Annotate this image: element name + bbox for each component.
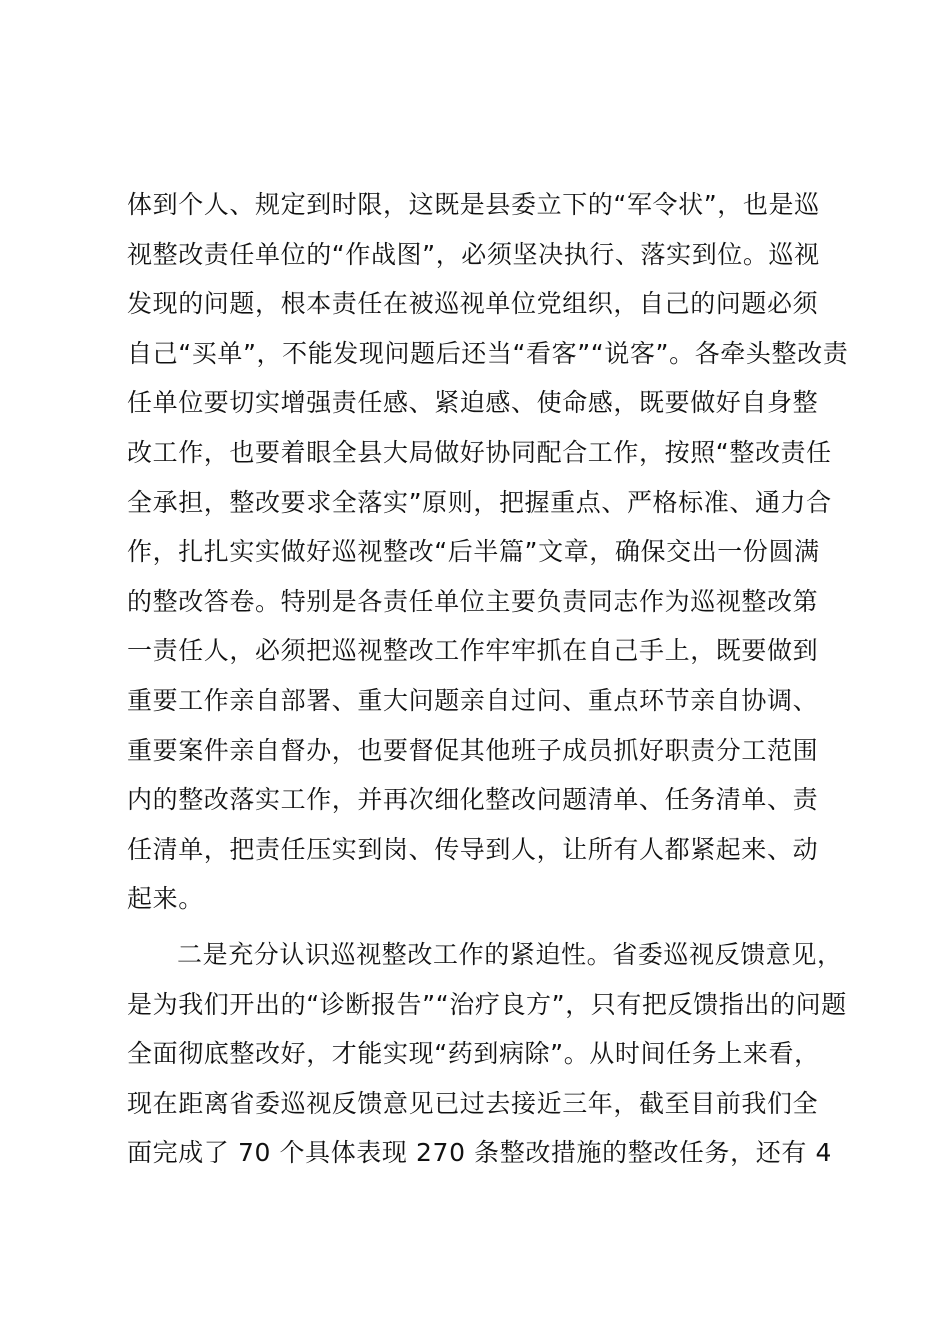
paragraph-line: 二是充分认识巡视整改工作的紧迫性。省委巡视反馈意见， [177,939,843,969]
paragraph-line: 面完成了 70 个具体表现 270 条整改措施的整改任务，还有 4 [127,1138,832,1168]
paragraph-line: 现在距离省委巡视反馈意见已过去接近三年，截至目前我们全 [127,1088,819,1118]
paragraph-line: 重要案件亲自督办，也要督促其他班子成员抓好职责分工范围 [127,735,819,765]
paragraph-line: 内的整改落实工作，并再次细化整改问题清单、任务清单、责 [127,785,819,815]
paragraph-2 [127,930,867,1178]
paragraph-line: 发现的问题，根本责任在被巡视单位党组织，自己的问题必须 [127,289,819,319]
paragraph-line: 全承担，整改要求全落实”原则，把握重点、严格标准、通力合 [127,487,832,517]
paragraph-line: 作，扎扎实实做好巡视整改“后半篇”文章，确保交出一份圆满 [127,537,820,567]
paragraph-line: 任清单，把责任压实到岗、传导到人，让所有人都紧起来、动 [127,834,819,864]
paragraph-line: 任单位要切实增强责任感、紧迫感、使命感，既要做好自身整 [127,388,819,418]
paragraph-line: 体到个人、规定到时限，这既是县委立下的“军令状”，也是巡 [127,190,820,219]
paragraph-line: 的整改答卷。特别是各责任单位主要负责同志作为巡视整改第 [127,586,819,616]
paragraph-line: 起来。 [127,884,204,914]
paragraph-line: 改工作，也要着眼全县大局做好协同配合工作，按照“整改责任 [127,437,832,467]
paragraph-line: 一责任人，必须把巡视整改工作牢牢抓在自己手上，既要做到 [127,636,819,666]
paragraph-line: 全面彻底整改好，才能实现“药到病除”。从时间任务上来看， [127,1039,820,1069]
paragraph-line: 重要工作亲自部署、重大问题亲自过问、重点环节亲自协调、 [127,685,819,715]
paragraph-1 [127,180,867,924]
document-body [127,180,867,1178]
paragraph-line: 自己“买单”，不能发现问题后还当“看客”“说客”。各牵头整改责 [127,338,849,368]
paragraph-line: 视整改责任单位的“作战图”，必须坚决执行、落实到位。巡视 [127,239,820,269]
paragraph-line: 是为我们开出的“诊断报告”“治疗良方”，只有把反馈指出的问题 [127,989,847,1019]
